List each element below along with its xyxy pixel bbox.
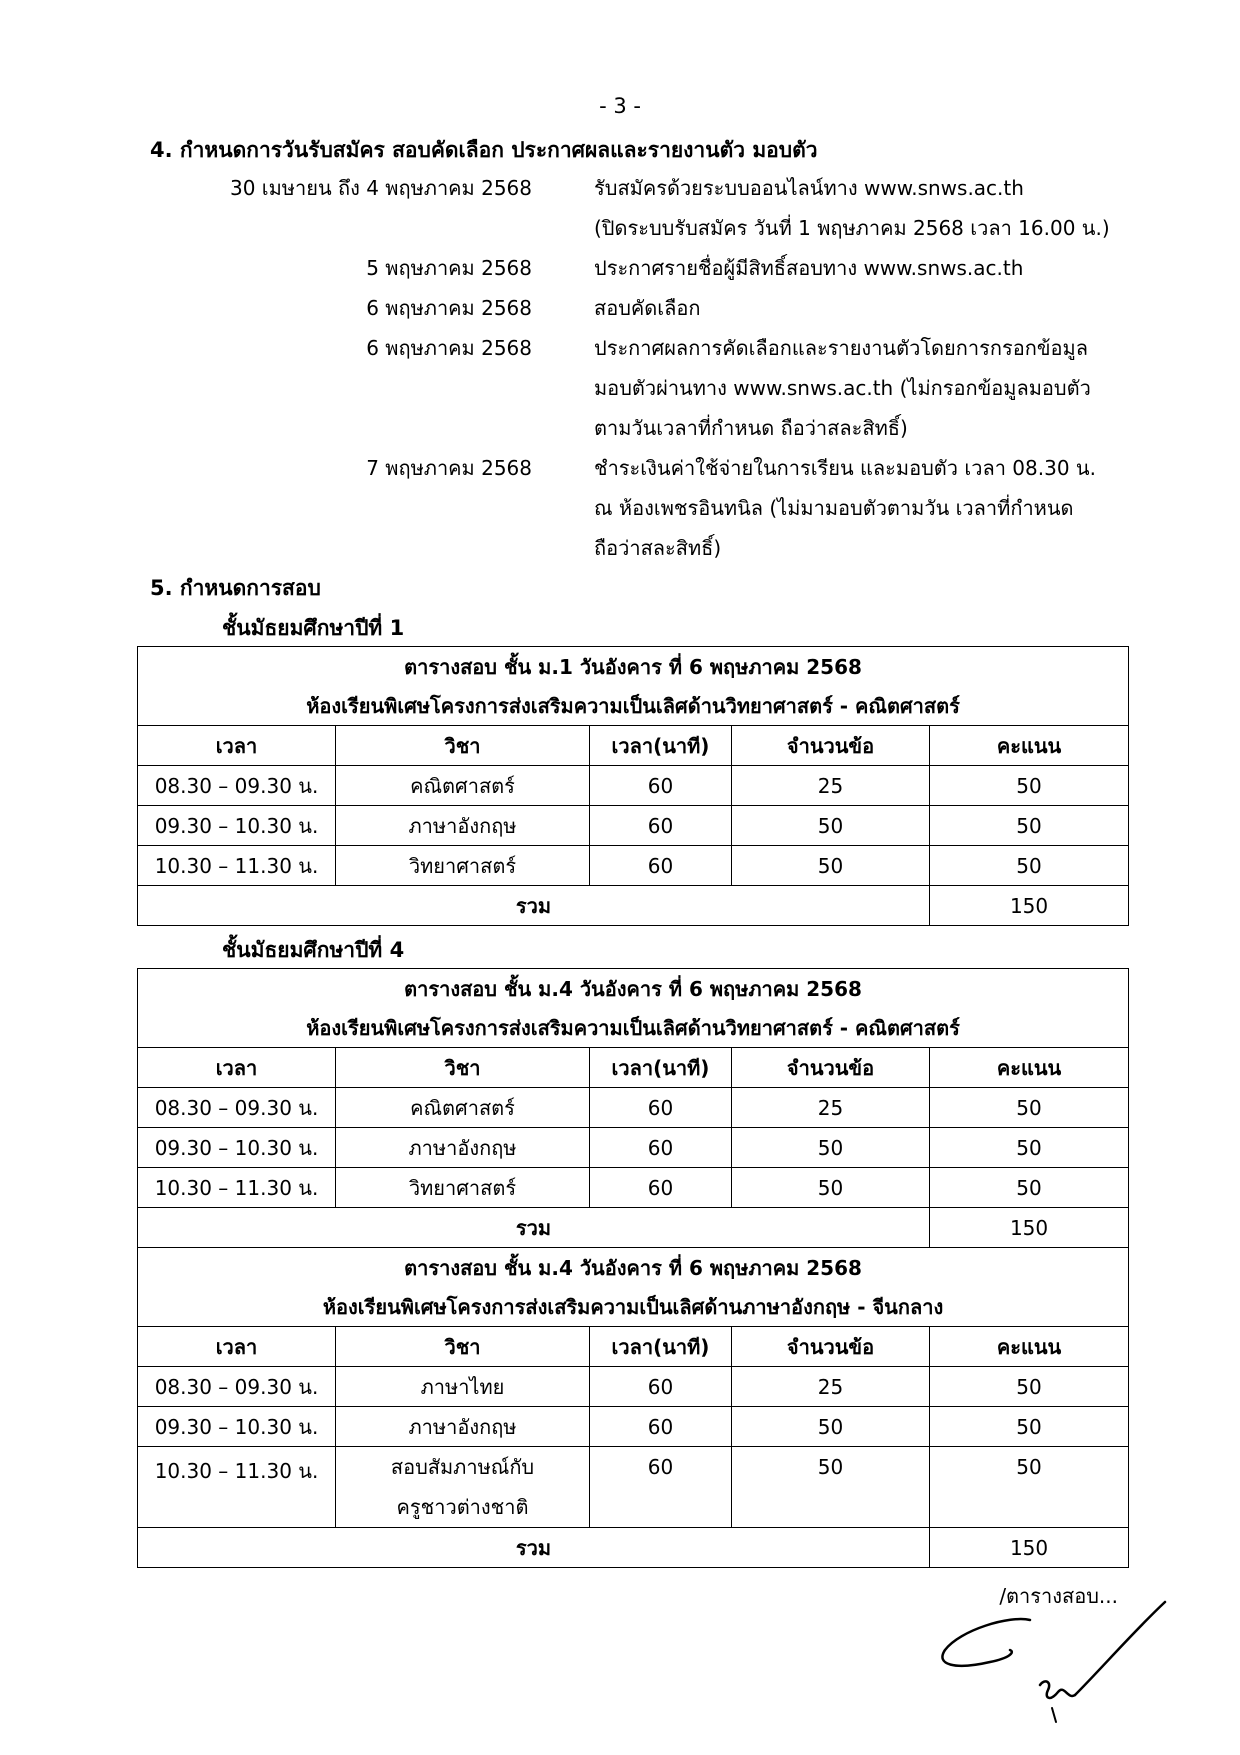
items-cell: 25 <box>732 1367 930 1407</box>
schedule-text: ประกาศผลการคัดเลือกและรายงานตัวโดยการกรอกข้อมูล <box>594 336 1088 360</box>
score-cell: 50 <box>930 1168 1129 1208</box>
schedule-text: ประกาศรายชื่อผู้มีสิทธิ์สอบทาง www.snws.ac.th <box>594 256 1024 280</box>
schedule-item <box>0 172 1240 212</box>
table-row <box>138 1088 1129 1128</box>
subject-cell <box>336 1447 590 1528</box>
score-cell: 50 <box>930 846 1129 886</box>
subject-cell: ภาษาไทย <box>336 1367 590 1407</box>
table-caption: ตารางสอบ ชั้น ม.4 วันอังคาร ที่ 6 พฤษภาคม 2568 <box>138 1248 1129 1288</box>
items-cell: 50 <box>732 1128 930 1168</box>
score-cell: 50 <box>930 1367 1129 1407</box>
total-label: รวม <box>138 1528 930 1568</box>
total-score: 150 <box>930 1208 1129 1248</box>
table-row <box>138 1447 1129 1528</box>
schedule-item <box>0 332 1240 372</box>
total-score: 150 <box>930 1528 1129 1568</box>
score-cell: 50 <box>930 1447 1129 1528</box>
column-header: เวลา <box>138 1327 336 1367</box>
table-caption: ตารางสอบ ชั้น ม.1 วันอังคาร ที่ 6 พฤษภาคม 2568 <box>138 647 1129 687</box>
table-row <box>138 1407 1129 1447</box>
column-header: เวลา(นาที) <box>590 726 732 766</box>
schedule-item <box>0 292 1240 332</box>
items-cell: 50 <box>732 806 930 846</box>
time-cell: 08.30 – 09.30 น. <box>138 766 336 806</box>
time-cell: 09.30 – 10.30 น. <box>138 1407 336 1447</box>
schedule-text-line: ตามวันเวลาที่กำหนด ถือว่าสละสิทธิ์) <box>594 416 908 440</box>
schedule-text-line: (ปิดระบบรับสมัคร วันที่ 1 พฤษภาคม 2568 เวลา 16.00 น.) <box>594 216 1110 240</box>
items-cell: 50 <box>732 1407 930 1447</box>
schedule-item <box>0 452 1240 492</box>
minutes-cell: 60 <box>590 1128 732 1168</box>
total-label: รวม <box>138 886 930 926</box>
column-header: คะแนน <box>930 1048 1129 1088</box>
continuation-note: /ตารางสอบ... <box>999 1584 1118 1608</box>
table-subcaption: ห้องเรียนพิเศษโครงการส่งเสริมความเป็นเลิศด้านวิทยาศาสตร์ - คณิตศาสตร์ <box>138 686 1129 726</box>
table-caption: ตารางสอบ ชั้น ม.4 วันอังคาร ที่ 6 พฤษภาคม 2568 <box>138 969 1129 1009</box>
column-header: เวลา <box>138 1048 336 1088</box>
column-header: วิชา <box>336 1048 590 1088</box>
table-subcaption: ห้องเรียนพิเศษโครงการส่งเสริมความเป็นเลิศด้านภาษาอังกฤษ - จีนกลาง <box>138 1287 1129 1327</box>
table-row <box>138 1367 1129 1407</box>
score-cell: 50 <box>930 766 1129 806</box>
subject-cell: ภาษาอังกฤษ <box>336 1407 590 1447</box>
table-subcaption: ห้องเรียนพิเศษโครงการส่งเสริมความเป็นเลิศด้านวิทยาศาสตร์ - คณิตศาสตร์ <box>138 1008 1129 1048</box>
time-cell: 08.30 – 09.30 น. <box>138 1367 336 1407</box>
minutes-cell: 60 <box>590 1407 732 1447</box>
section5-heading: 5. กำหนดการสอบ <box>150 576 321 600</box>
schedule-text: สอบคัดเลือก <box>594 296 701 320</box>
schedule-item <box>0 252 1240 292</box>
schedule-text: ชำระเงินค่าใช้จ่ายในการเรียน และมอบตัว เวลา 08.30 น. <box>594 456 1096 480</box>
score-cell: 50 <box>930 1128 1129 1168</box>
subject-line: สอบสัมภาษณ์กับ <box>390 1455 535 1479</box>
column-header: คะแนน <box>930 726 1129 766</box>
column-header: จำนวนข้อ <box>732 726 930 766</box>
items-cell: 50 <box>732 1447 930 1528</box>
score-cell: 50 <box>930 1407 1129 1447</box>
minutes-cell: 60 <box>590 766 732 806</box>
column-header: จำนวนข้อ <box>732 1327 930 1367</box>
table-row <box>138 1128 1129 1168</box>
schedule-date: 6 พฤษภาคม 2568 <box>366 336 532 360</box>
minutes-cell: 60 <box>590 846 732 886</box>
exam-table-m1 <box>137 646 1129 926</box>
items-cell: 25 <box>732 1088 930 1128</box>
level1-heading: ชั้นมัธยมศึกษาปีที่ 1 <box>222 616 405 640</box>
schedule-text-line: ถือว่าสละสิทธิ์) <box>594 536 722 560</box>
minutes-cell: 60 <box>590 1168 732 1208</box>
total-row <box>138 886 1129 926</box>
exam-table-m4 <box>137 968 1129 1568</box>
total-row <box>138 1528 1129 1568</box>
table-row <box>138 1168 1129 1208</box>
score-cell: 50 <box>930 1088 1129 1128</box>
subject-cell: วิทยาศาสตร์ <box>336 846 590 886</box>
schedule-date: 30 เมษายน ถึง 4 พฤษภาคม 2568 <box>229 176 532 200</box>
items-cell: 50 <box>732 846 930 886</box>
page-number: - 3 - <box>599 94 641 118</box>
schedule-text-line: ณ ห้องเพชรอินทนิล (ไม่มามอบตัวตามวัน เวลาที่กำหนด <box>594 496 1074 520</box>
table-header-row <box>138 1048 1129 1088</box>
section4-heading: 4. กำหนดการวันรับสมัคร สอบคัดเลือก ประกาศผลและรายงานตัว มอบตัว <box>150 138 818 162</box>
minutes-cell: 60 <box>590 1367 732 1407</box>
time-cell: 10.30 – 11.30 น. <box>138 1168 336 1208</box>
column-header: คะแนน <box>930 1327 1129 1367</box>
schedule-date: 7 พฤษภาคม 2568 <box>366 456 532 480</box>
schedule-text: รับสมัครด้วยระบบออนไลน์ทาง www.snws.ac.th <box>594 176 1024 200</box>
column-header: เวลา(นาที) <box>590 1327 732 1367</box>
column-header: วิชา <box>336 726 590 766</box>
level4-heading: ชั้นมัธยมศึกษาปีที่ 4 <box>222 938 405 962</box>
time-cell: 10.30 – 11.30 น. <box>138 846 336 886</box>
table-header-row <box>138 726 1129 766</box>
subject-cell: ภาษาอังกฤษ <box>336 1128 590 1168</box>
schedule-date: 5 พฤษภาคม 2568 <box>366 256 532 280</box>
subject-cell: คณิตศาสตร์ <box>336 766 590 806</box>
signature-image <box>930 1590 1190 1740</box>
schedule-text-line: มอบตัวผ่านทาง www.snws.ac.th (ไม่กรอกข้อมูลมอบตัว <box>594 376 1091 400</box>
table-row <box>138 766 1129 806</box>
total-label: รวม <box>138 1208 930 1248</box>
schedule-date: 6 พฤษภาคม 2568 <box>366 296 532 320</box>
score-cell: 50 <box>930 806 1129 846</box>
time-cell: 09.30 – 10.30 น. <box>138 1128 336 1168</box>
minutes-cell: 60 <box>590 1088 732 1128</box>
time-cell: 10.30 – 11.30 น. <box>138 1447 336 1528</box>
table-row <box>138 806 1129 846</box>
items-cell: 50 <box>732 1168 930 1208</box>
column-header: เวลา <box>138 726 336 766</box>
time-cell: 09.30 – 10.30 น. <box>138 806 336 846</box>
time-cell: 08.30 – 09.30 น. <box>138 1088 336 1128</box>
column-header: จำนวนข้อ <box>732 1048 930 1088</box>
column-header: เวลา(นาที) <box>590 1048 732 1088</box>
total-score: 150 <box>930 886 1129 926</box>
subject-cell: คณิตศาสตร์ <box>336 1088 590 1128</box>
subject-cell: ภาษาอังกฤษ <box>336 806 590 846</box>
minutes-cell: 60 <box>590 806 732 846</box>
minutes-cell: 60 <box>590 1447 732 1528</box>
subject-line: ครูชาวต่างชาติ <box>396 1495 529 1519</box>
table-header-row <box>138 1327 1129 1367</box>
subject-cell: วิทยาศาสตร์ <box>336 1168 590 1208</box>
column-header: วิชา <box>336 1327 590 1367</box>
items-cell: 25 <box>732 766 930 806</box>
total-row <box>138 1208 1129 1248</box>
table-row <box>138 846 1129 886</box>
